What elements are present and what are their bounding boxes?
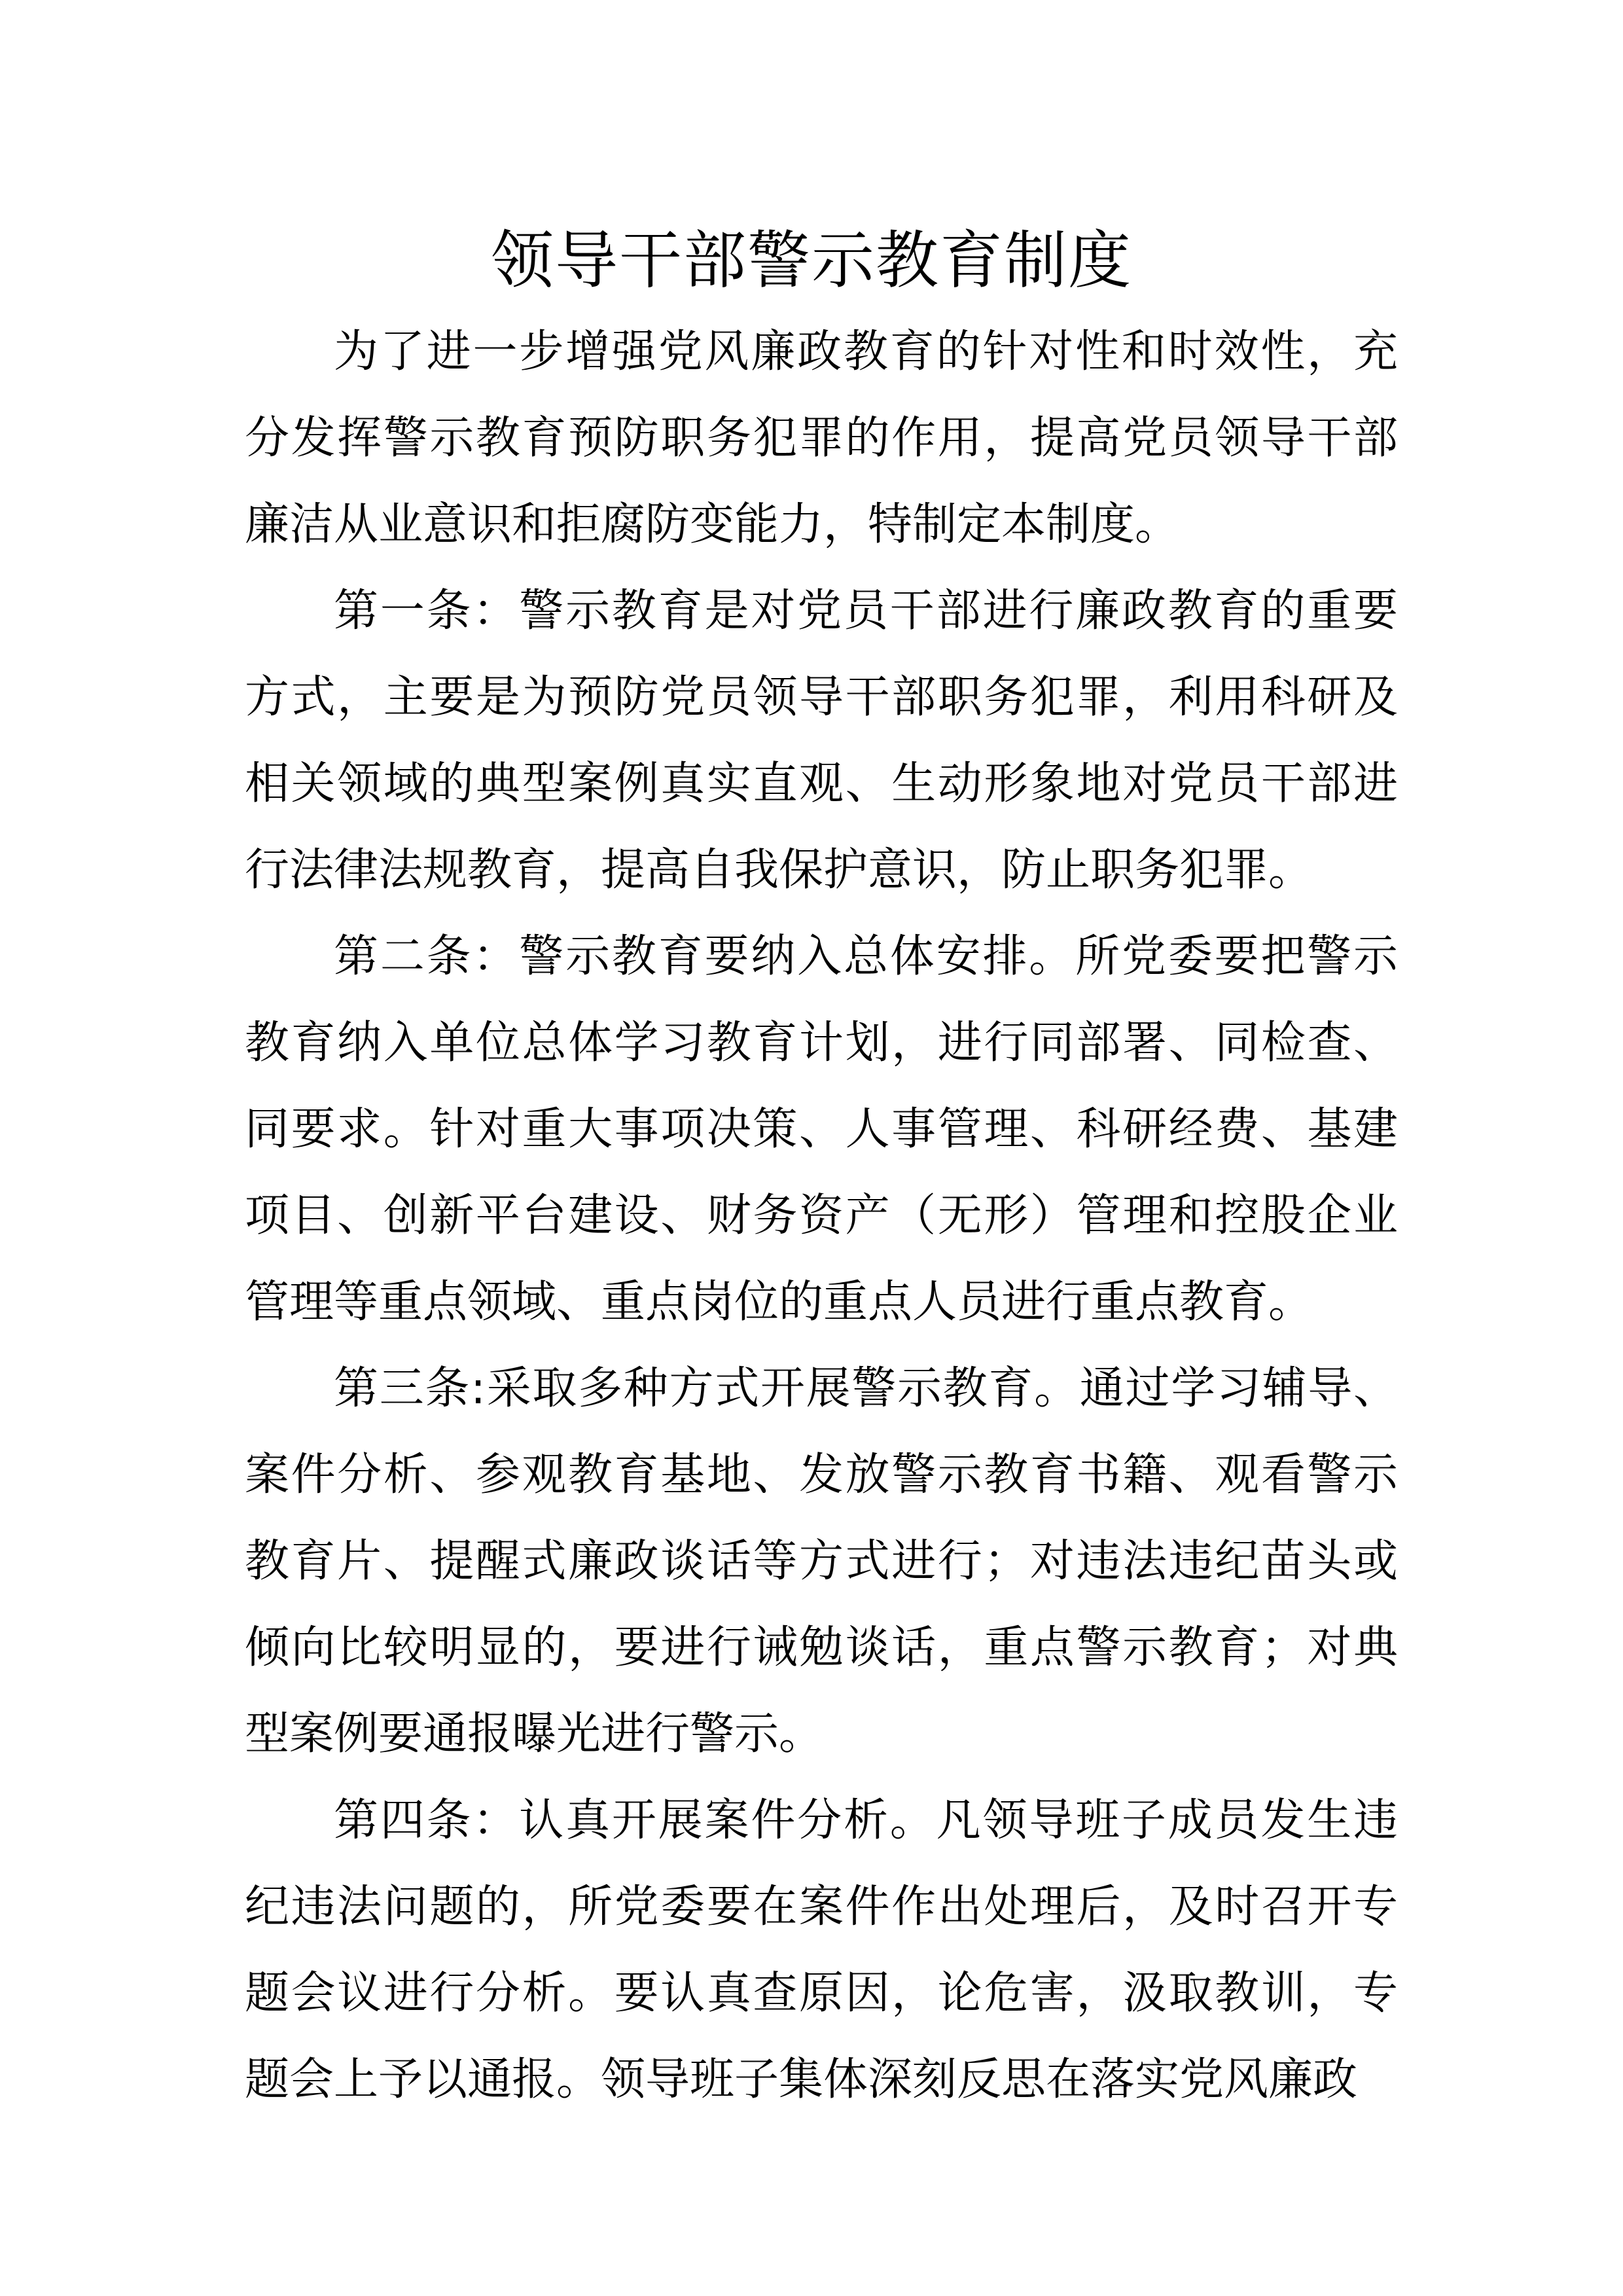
article-2-paragraph: 第二条：警示教育要纳入总体安排。所党委要把警示教育纳入单位总体学习教育计划，进行同部署、同检查、同要求。针对重大事项决策、人事管理、科研经费、基建项目、创新平台建设、财务资产（无形）管理和控股企业管理等重点领域、重点岗位的重点人员进行重点教育。 [245,931,1398,1328]
document-body [245,309,1398,2123]
intro-paragraph: 为了进一步增强党风廉政教育的针对性和时效性，充分发挥警示教育预防职务犯罪的作用，提高党员领导干部廉洁从业意识和拒腐防变能力，特制定本制度。 [245,326,1398,550]
document-title: 领导干部警示教育制度 [491,224,1132,297]
article-1-paragraph: 第一条：警示教育是对党员干部进行廉政教育的重要方式，主要是为预防党员领导干部职务犯罪，利用科研及相关领域的典型案例真实直观、生动形象地对党员干部进行法律法规教育，提高自我保护意识，防止职务犯罪。 [245,585,1398,896]
article-3-paragraph: 第三条:采取多种方式开展警示教育。通过学习辅导、案件分析、参观教育基地、发放警示教育书籍、观看警示教育片、提醒式廉政谈话等方式进行；对违法违纪苗头或倾向比较明显的，要进行诫勉谈话，重点警示教育；对典型案例要通报曝光进行警示。 [245,1363,1398,1760]
article-4-paragraph: 第四条：认真开展案件分析。凡领导班子成员发生违纪违法问题的，所党委要在案件作出处理后，及时召开专题会议进行分析。要认真查原因，论危害，汲取教训，专题会上予以通报。领导班子集体深刻反思在落实党风廉政 [245,1795,1398,2106]
